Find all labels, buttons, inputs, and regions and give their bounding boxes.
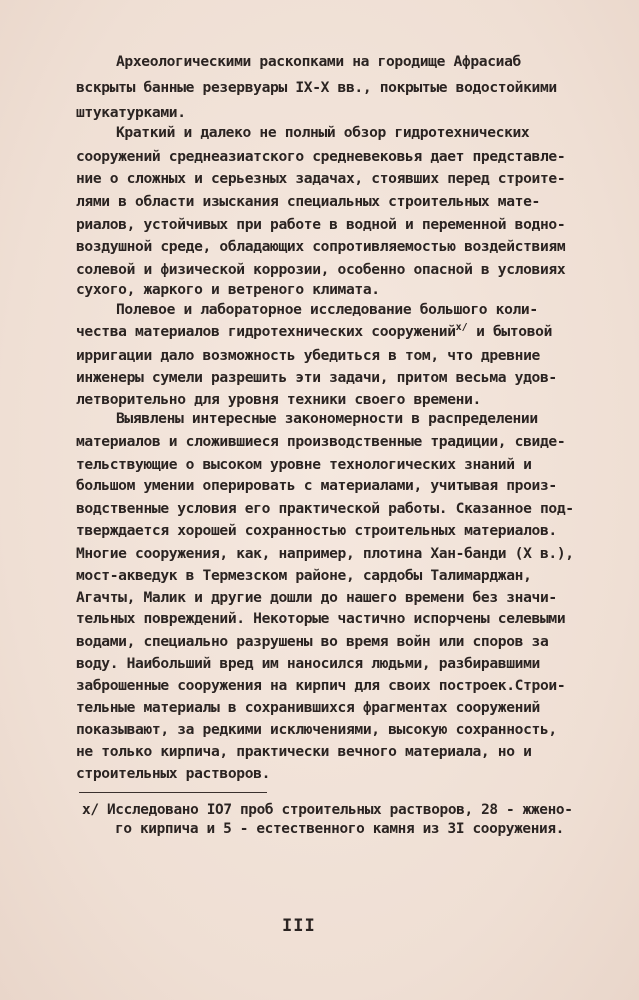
text-line-with-footnote — [76, 323, 552, 343]
text-line: ирригации дало возможность убедиться в том, что древние — [76, 347, 540, 364]
text-line: большом умении оперировать с материалами, учитывая произ- — [76, 477, 557, 494]
text-line: водами, специально разрушены во время войн или споров за — [76, 633, 549, 650]
text-line: инженеры сумели разрешить эти задачи, притом весьма удов- — [76, 369, 557, 386]
text-line: Полевое и лабораторное исследование большого коли- — [116, 301, 538, 318]
text-line: воздушной среде, обладающих сопротивляемостью воздействиям — [76, 238, 566, 255]
text-line: воду. Наибольший вред им наносился людьми, разбиравшими — [76, 655, 540, 672]
text-line: Агачты, Малик и другие дошли до нашего времени без значи- — [76, 589, 557, 606]
text-segment: и бытовой — [467, 323, 553, 340]
text-line: риалов, устойчивых при работе в водной и переменной водно- — [76, 216, 566, 233]
text-segment: чества материалов гидротехнических сооружений — [76, 323, 456, 340]
text-line: солевой и физической коррозии, особенно опасной в условиях — [76, 261, 566, 278]
text-line: ние о сложных и серьезных задачах, стоявших перед строите- — [76, 170, 566, 187]
text-line: не только кирпича, практически вечного материала, но и — [76, 743, 532, 760]
text-line: Выявлены интересные закономерности в распределении — [116, 410, 538, 427]
text-line: Многие сооружения, как, например, плотина Хан-банди (X в.), — [76, 545, 574, 562]
text-line: заброшенные сооружения на кирпич для своих построек.Строи- — [76, 677, 566, 694]
text-line: Археологическими раскопками на городище Афрасиаб — [116, 53, 521, 70]
footnote-mark: x/ — [82, 802, 99, 818]
text-line: тельных повреждений. Некоторые частично испорчены селевыми — [76, 610, 566, 627]
footnote-line — [82, 801, 573, 819]
text-line: тельные материалы в сохранившихся фрагментах сооружений — [76, 699, 540, 716]
text-line: лями в области изыскания специальных строительных мате- — [76, 193, 540, 210]
text-line: тельствующие о высоком уровне технологических знаний и — [76, 456, 532, 473]
page-number: III — [282, 916, 316, 936]
text-line: тверждается хорошей сохранностью строительных материалов. — [76, 522, 557, 539]
text-line: показывают, за редкими исключениями, высокую сохранность, — [76, 721, 557, 738]
text-line: летворительно для уровня техники своего времени. — [76, 391, 481, 408]
text-line: водственные условия его практической работы. Сказанное под- — [76, 500, 574, 517]
footnote-text: Исследовано IO7 проб строительных растворов, 28 - жжено- — [106, 802, 573, 818]
text-line: Краткий и далеко не полный обзор гидротехнических — [116, 124, 530, 141]
text-line: вскрыты банные резервуары IX-X вв., покрытые водостойкими — [76, 79, 557, 96]
text-line: сооружений среднеазиатского средневековья дает представле- — [76, 148, 566, 165]
text-line: материалов и сложившиеся производственные традиции, свиде- — [76, 433, 566, 450]
footnote-line: го кирпича и 5 - естественного камня из 3I сооружения. — [115, 821, 564, 837]
text-line: штукатурками. — [76, 104, 186, 121]
footnote-rule — [79, 792, 267, 793]
text-line: мост-акведук в Термезском районе, сардобы Талимарджан, — [76, 567, 532, 584]
text-line: сухого, жаркого и ветреного климата. — [76, 281, 380, 298]
footnote-marker: x/ — [455, 322, 468, 333]
text-line: строительных растворов. — [76, 765, 271, 782]
